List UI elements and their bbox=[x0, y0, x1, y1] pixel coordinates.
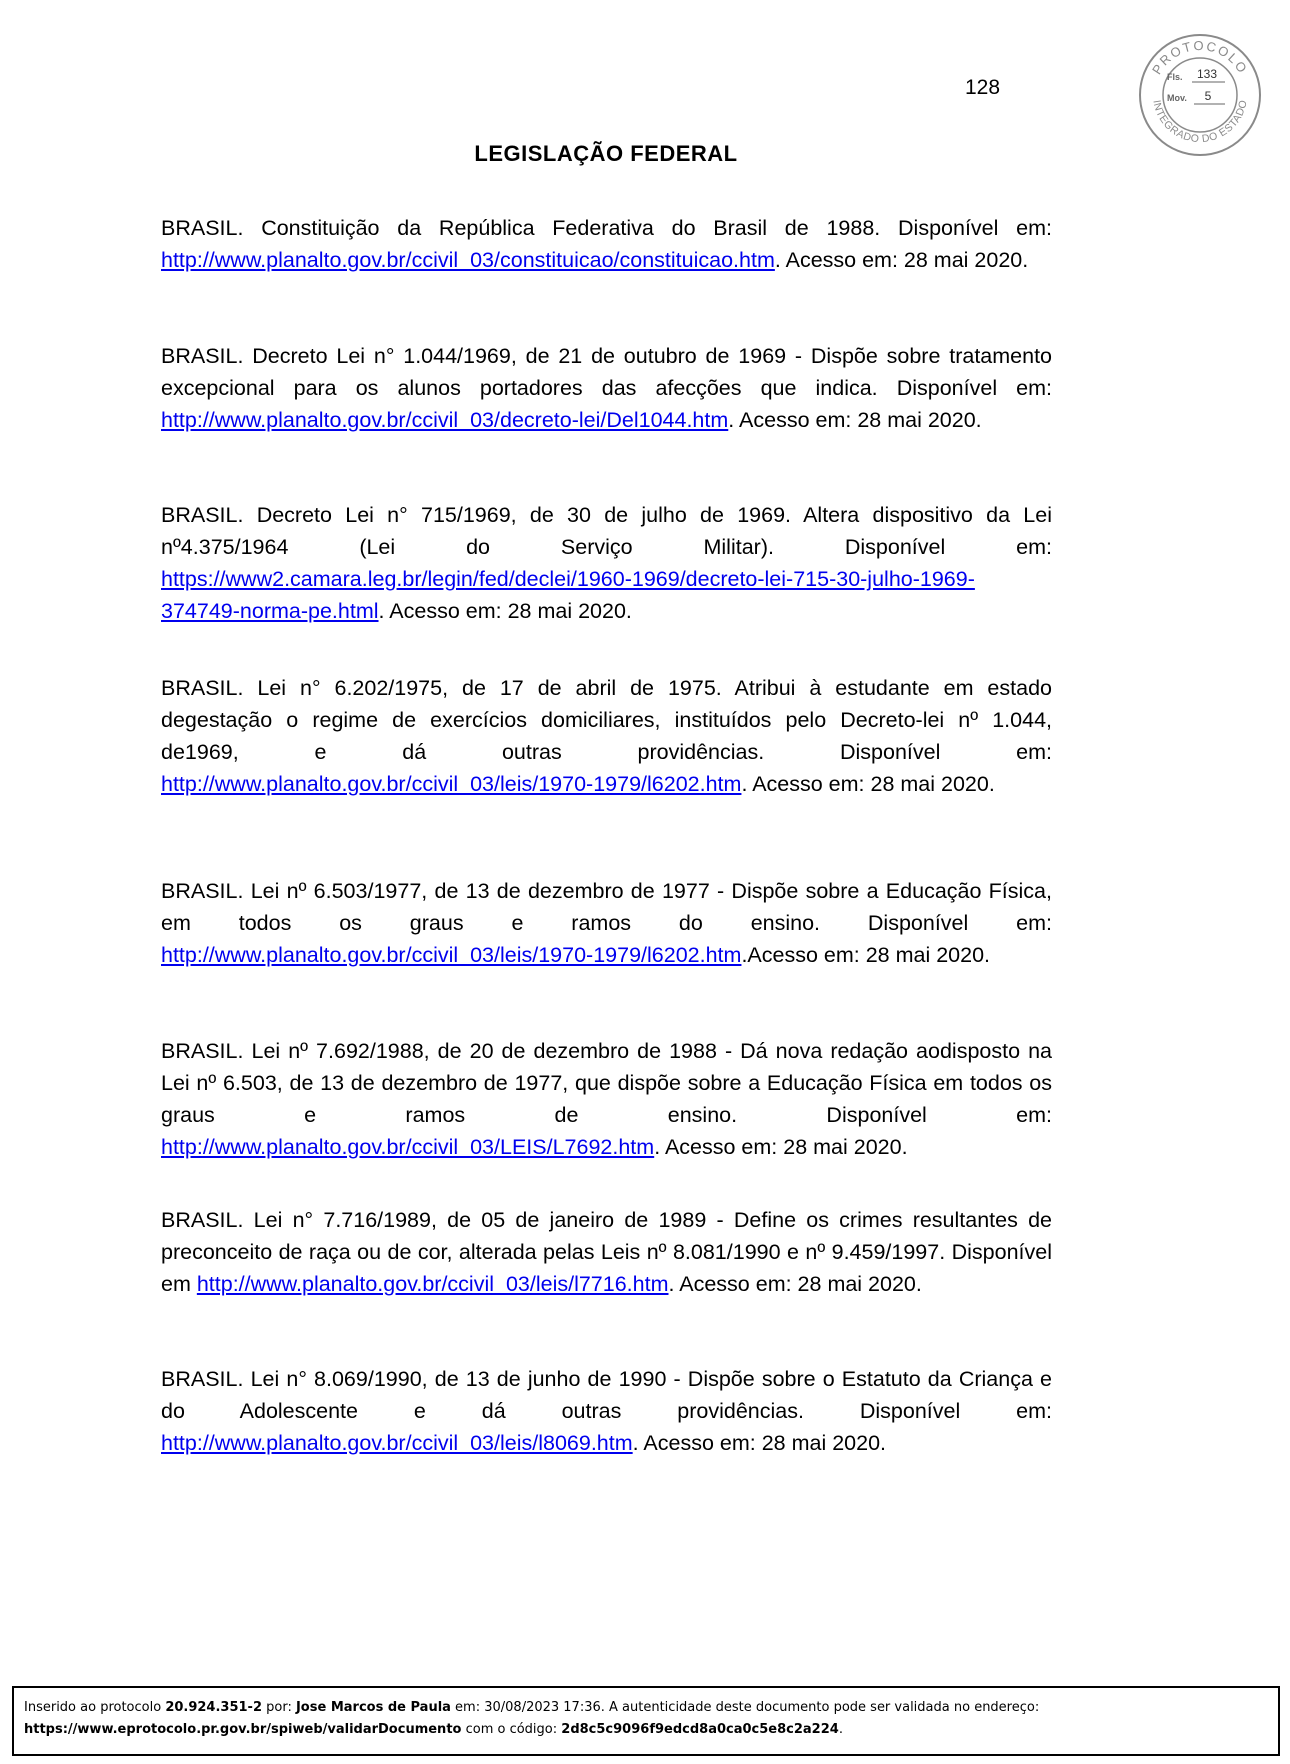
reference-item bbox=[161, 1035, 1052, 1163]
reference-text: BRASIL. Constituição da República Federativa do Brasil de 1988. Disponível em: bbox=[161, 216, 1052, 240]
reference-link[interactable]: http://www.planalto.gov.br/ccivil_03/leis/l8069.htm bbox=[161, 1431, 633, 1455]
reference-link[interactable]: http://www.planalto.gov.br/ccivil_03/LEIS/L7692.htm bbox=[161, 1135, 655, 1159]
reference-item bbox=[161, 340, 1052, 436]
reference-text: BRASIL. Lei nº 6.503/1977, de 13 de dezembro de 1977 - Dispõe sobre a Educação Física, em todos os graus e ramos do ensino. Disponível em: bbox=[161, 879, 1052, 935]
section-heading: LEGISLAÇÃO FEDERAL bbox=[474, 141, 738, 166]
protocol-stamp bbox=[1137, 32, 1263, 158]
reference-text: BRASIL. Lei n° 7.716/1989, de 05 de janeiro de 1989 - Define os crimes resultantes de preconceito de raça ou de cor, alterada pelas Leis nº 8.081/1990 e nº 9.459/1997. Disponível em bbox=[161, 1208, 1052, 1296]
footer-protocol-number: 20.924.351-2 bbox=[165, 1700, 262, 1715]
reference-item bbox=[161, 1363, 1052, 1459]
reference-access: . Acesso em: 28 mai 2020. bbox=[632, 1431, 887, 1455]
reference-link[interactable]: http://www.planalto.gov.br/ccivil_03/leis/1970-1979/l6202.htm bbox=[161, 943, 742, 967]
stamp-mov-label: Mov. bbox=[1167, 93, 1187, 103]
stamp-seal-icon bbox=[1137, 32, 1263, 158]
stamp-mov-value: 5 bbox=[1204, 89, 1212, 103]
reference-access: . Acesso em: 28 mai 2020. bbox=[654, 1135, 908, 1159]
reference-link[interactable]: http://www.planalto.gov.br/ccivil_03/leis/1970-1979/l6202.htm bbox=[161, 772, 742, 796]
reference-access: . Acesso em: 28 mai 2020. bbox=[728, 408, 982, 432]
reference-access: . Acesso em: 28 mai 2020. bbox=[668, 1272, 922, 1296]
reference-access: . Acesso em: 28 mai 2020. bbox=[378, 599, 632, 623]
reference-item bbox=[161, 1204, 1052, 1300]
footer-text: com o código: bbox=[461, 1722, 562, 1737]
footer-text: por: bbox=[262, 1700, 296, 1715]
page-number: 128 bbox=[965, 76, 1001, 99]
footer-text: . bbox=[838, 1722, 843, 1737]
reference-access: .Acesso em: 28 mai 2020. bbox=[741, 943, 991, 967]
reference-item bbox=[161, 499, 1052, 627]
reference-text: BRASIL. Decreto Lei n° 1.044/1969, de 21 de outubro de 1969 - Dispõe sobre tratamento excepcional para os alunos portadores das afecções que indica. Disponível em: bbox=[161, 344, 1052, 400]
footer-author: Jose Marcos de Paula bbox=[295, 1700, 451, 1715]
footer-text: Inserido ao protocolo bbox=[24, 1700, 166, 1715]
stamp-top-text: PROTOCOLO bbox=[1149, 37, 1251, 77]
reference-text: BRASIL. Lei n° 6.202/1975, de 17 de abril de 1975. Atribui à estudante em estado degestação o regime de exercícios domiciliares, instituídos pelo Decreto-lei nº 1.044, de1969, e dá outras providências. Disponível em: bbox=[161, 676, 1052, 764]
stamp-fls-label: Fls. bbox=[1167, 72, 1183, 82]
reference-text: BRASIL. Lei nº 7.692/1988, de 20 de dezembro de 1988 - Dá nova redação aodisposto na Lei nº 6.503, de 13 de dezembro de 1977, que dispõe sobre a Educação Física em todos os graus e ramos de ensino. Disponível em: bbox=[161, 1039, 1052, 1127]
reference-link[interactable]: https://www2.camara.leg.br/legin/fed/declei/1960-1969/decreto-lei-715-30-julho-1969-374749-norma-pe.html bbox=[161, 567, 975, 623]
authenticity-footer bbox=[12, 1686, 1280, 1756]
footer-validation-url[interactable]: https://www.eprotocolo.pr.gov.br/spiweb/validarDocumento bbox=[24, 1722, 462, 1737]
reference-link[interactable]: http://www.planalto.gov.br/ccivil_03/constituicao/constituicao.htm bbox=[161, 248, 775, 272]
reference-link[interactable]: http://www.planalto.gov.br/ccivil_03/leis/l7716.htm bbox=[196, 1272, 669, 1296]
stamp-fls-value: 133 bbox=[1196, 67, 1218, 81]
stamp-bottom-text: INTEGRADO DO ESTADO bbox=[1150, 98, 1250, 146]
footer-text: em: 30/08/2023 17:36. A autenticidade deste documento pode ser validada no endereço: bbox=[450, 1700, 1040, 1715]
reference-access: . Acesso em: 28 mai 2020. bbox=[774, 248, 1029, 272]
reference-text: BRASIL. Lei n° 8.069/1990, de 13 de junho de 1990 - Dispõe sobre o Estatuto da Criança e do Adolescente e dá outras providências. Disponível em: bbox=[161, 1367, 1052, 1423]
reference-link[interactable]: http://www.planalto.gov.br/ccivil_03/decreto-lei/Del1044.htm bbox=[161, 408, 729, 432]
reference-access: . Acesso em: 28 mai 2020. bbox=[741, 772, 995, 796]
reference-item bbox=[161, 212, 1052, 276]
reference-item bbox=[161, 672, 1052, 800]
reference-item bbox=[161, 875, 1052, 971]
footer-validation-code: 2d8c5c9096f9edcd8a0ca0c5e8c2a224 bbox=[561, 1722, 839, 1737]
reference-text: BRASIL. Decreto Lei n° 715/1969, de 30 de julho de 1969. Altera dispositivo da Lei nº4.375/1964 (Lei do Serviço Militar). Disponível em: bbox=[161, 503, 1052, 559]
